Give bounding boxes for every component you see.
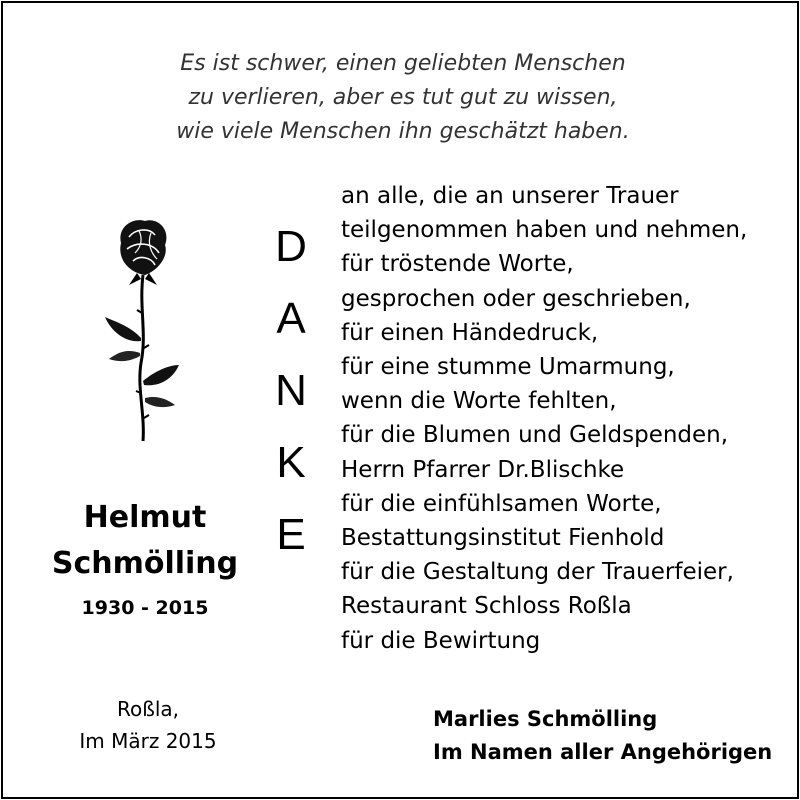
- thanks-line: gesprochen oder geschrieben,: [341, 285, 691, 312]
- thanks-line: wenn die Worte fehlten,: [341, 388, 617, 415]
- thanks-line: Restaurant Schloss Roßla: [341, 593, 632, 620]
- first-name: Helmut: [83, 500, 207, 535]
- life-years: 1930 - 2015: [81, 597, 209, 619]
- thanks-line: an alle, die an unserer Trauer: [341, 183, 679, 209]
- danke-letter: K: [276, 438, 306, 487]
- place-date-text: Im März 2015: [79, 729, 217, 753]
- quote-line: wie viele Menschen ihn geschätzt haben.: [176, 119, 630, 144]
- signature-behalf: Im Namen aller Angehörigen: [433, 740, 773, 764]
- danke-letter: N: [275, 366, 307, 415]
- thanks-line: für die Bewirtung: [341, 627, 541, 654]
- rose-icon: [99, 213, 185, 443]
- signature-name: Marlies Schmölling: [433, 707, 658, 731]
- thanks-line: für eine stumme Umarmung,: [341, 354, 675, 381]
- thanks-line: für die Gestaltung der Trauerfeier,: [341, 559, 734, 586]
- place-date: [33, 693, 263, 757]
- thanks-line: teilgenommen haben und nehmen,: [341, 217, 748, 244]
- thanks-line: für tröstende Worte,: [341, 251, 574, 278]
- quote-line: zu verlieren, aber es tut gut zu wissen,: [188, 85, 618, 110]
- thanks-text: [341, 179, 791, 658]
- danke-letter: A: [276, 294, 306, 343]
- quote-block: [3, 47, 799, 149]
- thanks-line: für die Blumen und Geldspenden,: [341, 422, 729, 449]
- danke-letter: E: [276, 510, 306, 559]
- thanks-line: für einen Händedruck,: [341, 319, 599, 346]
- thanks-line: für die einfühlsamen Worte,: [341, 490, 662, 517]
- thanks-line: Bestattungsinstitut Fienhold: [341, 525, 665, 552]
- quote-line: Es ist schwer, einen geliebten Menschen: [180, 51, 626, 76]
- last-name: Schmölling: [51, 546, 239, 581]
- obituary-card: [1, 1, 799, 799]
- place-town: Roßla,: [116, 697, 179, 721]
- deceased-name: [3, 495, 287, 587]
- danke-vertical: [267, 211, 315, 571]
- signature: [433, 703, 793, 769]
- thanks-line: Herrn Pfarrer Dr.Blischke: [341, 456, 625, 483]
- danke-letter: D: [275, 222, 307, 271]
